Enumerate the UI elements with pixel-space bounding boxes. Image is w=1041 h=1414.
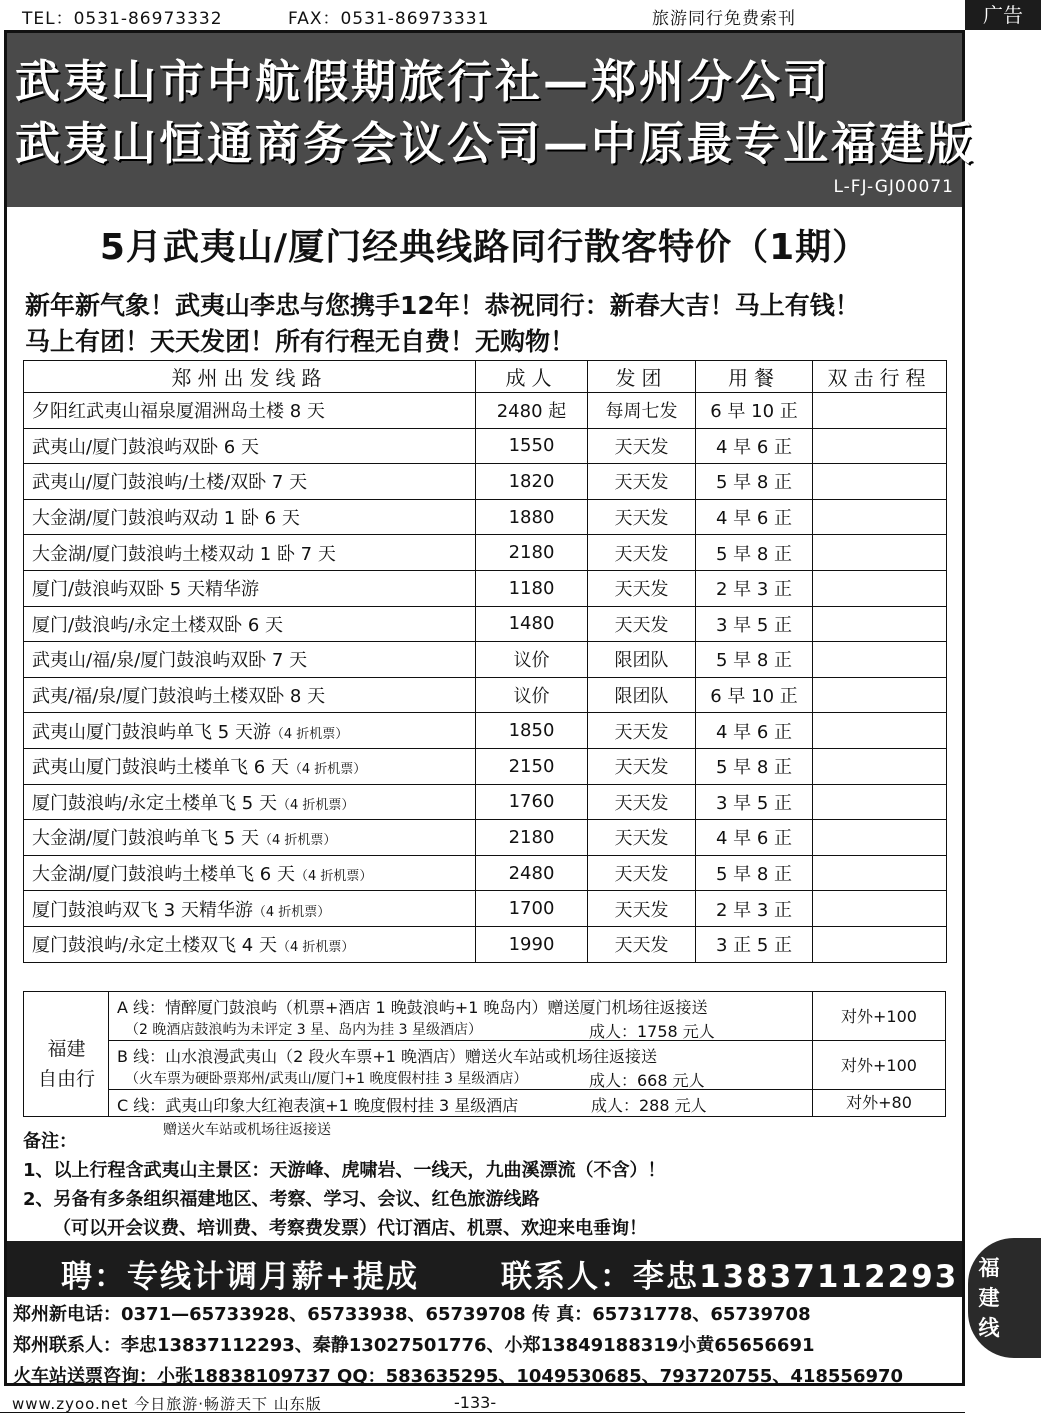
meals-cell: 5 早 8 正	[696, 464, 813, 500]
contact-person: 联系人：李忠13837112293	[501, 1259, 959, 1295]
route-name: 厦门鼓浪屿/永定土楼双飞 4 天	[32, 935, 277, 957]
adult-price-cell: 1760	[476, 784, 588, 820]
route-table-body	[24, 393, 947, 963]
itinerary-cell[interactable]	[813, 570, 947, 606]
itinerary-cell[interactable]	[813, 535, 947, 571]
recruitment-text: 聘：专线计调月薪+提成	[61, 1259, 419, 1295]
departure-cell: 每周七发	[588, 393, 696, 429]
self-guided-label-line2: 自由行	[37, 1068, 95, 1090]
departure-cell: 限团队	[588, 642, 696, 678]
adult-price-cell: 2480	[476, 855, 588, 891]
line-b-row	[109, 1041, 812, 1090]
discount-ticket-note: （4 折机票）	[294, 869, 373, 885]
meals-cell: 2 早 3 正	[696, 570, 813, 606]
route-name-cell	[24, 677, 476, 713]
license-number: L-FJ-GJ00071	[833, 177, 954, 197]
telephone-number: TEL：0531-86973332	[22, 9, 223, 29]
route-name-cell	[24, 535, 476, 571]
fujian-self-guided-section	[23, 991, 946, 1117]
table-row	[24, 535, 947, 571]
route-name: 厦门鼓浪屿/永定土楼单飞 5 天	[32, 792, 277, 814]
line-b-price: 成人：668 元人	[589, 1071, 705, 1090]
route-name-cell	[24, 428, 476, 464]
departure-cell: 天天发	[588, 891, 696, 927]
adult-price-cell: 1880	[476, 499, 588, 535]
line-c-price: 成人：288 元人	[591, 1096, 707, 1115]
adult-price-cell: 1700	[476, 891, 588, 927]
advertisement-frame	[4, 30, 976, 1387]
itinerary-cell[interactable]	[813, 499, 947, 535]
route-name: 武夷山/厦门鼓浪屿双卧 6 天	[32, 436, 259, 458]
route-name-cell	[24, 820, 476, 856]
meals-cell: 4 早 6 正	[696, 820, 813, 856]
adult-price-cell: 2480 起	[476, 393, 588, 429]
discount-ticket-note: （4 折机票）	[276, 797, 355, 813]
page-title: 5月武夷山/厦门经典线路同行散客特价（1期）	[99, 227, 870, 268]
agency-name-line2: 武夷山恒通商务会议公司—中原最专业福建版	[15, 117, 976, 170]
meals-cell: 5 早 8 正	[696, 642, 813, 678]
itinerary-cell[interactable]	[813, 891, 947, 927]
table-row	[24, 926, 947, 962]
route-name: 武夷山/福/泉/厦门鼓浪屿双卧 7 天	[32, 650, 308, 672]
discount-ticket-note: （4 折机票）	[276, 940, 355, 956]
route-name-cell	[24, 748, 476, 784]
remarks-title: 备注：	[23, 1131, 77, 1152]
route-name-cell	[24, 570, 476, 606]
itinerary-cell[interactable]	[813, 642, 947, 678]
itinerary-cell[interactable]	[813, 428, 947, 464]
adult-price-cell: 1850	[476, 713, 588, 749]
route-name: 大金湖/厦门鼓浪屿土楼双动 1 卧 7 天	[32, 543, 336, 565]
itinerary-cell[interactable]	[813, 677, 947, 713]
table-row	[24, 784, 947, 820]
side-tab-char-1: 福	[978, 1256, 1000, 1280]
column-header-itinerary: 双击行程	[813, 361, 947, 393]
remarks-section	[23, 1127, 666, 1243]
zhengzhou-phone: 郑州新电话：0371—65733928、65733938、65739708 传 真：65731778、65739708	[13, 1304, 811, 1325]
table-row	[24, 891, 947, 927]
route-name: 武夷山厦门鼓浪屿单飞 5 天游	[32, 721, 271, 743]
discount-ticket-note: （4 折机票）	[270, 726, 349, 742]
itinerary-cell[interactable]	[813, 926, 947, 962]
line-c-title: C 线：武夷山印象大红袍表演+1 晚度假村挂 3 星级酒店	[117, 1096, 519, 1115]
route-name: 武夷山厦门鼓浪屿土楼单飞 6 天	[32, 757, 289, 779]
slogan-line2: 马上有团！天天发团！所有行程无自费！无购物！	[25, 327, 576, 356]
fax-number: FAX：0531-86973331	[288, 9, 490, 29]
adult-price-cell: 议价	[476, 677, 588, 713]
table-row	[24, 748, 947, 784]
line-a-row	[109, 992, 812, 1041]
route-name-cell	[24, 784, 476, 820]
agency-name-line1: 武夷山市中航假期旅行社—郑州分公司	[15, 55, 832, 108]
line-c-detail: 赠送火车站或机场往返接送	[163, 1122, 331, 1138]
meals-cell: 5 早 8 正	[696, 855, 813, 891]
departure-cell: 天天发	[588, 713, 696, 749]
meals-cell: 6 早 10 正	[696, 393, 813, 429]
table-row	[24, 606, 947, 642]
departure-cell: 天天发	[588, 606, 696, 642]
table-header-row	[24, 361, 947, 393]
column-header-route: 郑州出发线路	[24, 361, 476, 393]
adult-price-cell: 1820	[476, 464, 588, 500]
departure-cell: 天天发	[588, 464, 696, 500]
itinerary-cell[interactable]	[813, 820, 947, 856]
remark-2: 2、另备有多条组织福建地区、考察、学习、会议、红色旅游线路	[23, 1189, 540, 1210]
line-a-price: 成人：1758 元人	[589, 1022, 715, 1041]
discount-ticket-note: （4 折机票）	[252, 904, 331, 920]
line-c-external-markup: 对外+80	[812, 1090, 945, 1116]
meals-cell: 4 早 6 正	[696, 428, 813, 464]
agency-header	[7, 33, 976, 207]
itinerary-cell[interactable]	[813, 748, 947, 784]
departure-cell: 天天发	[588, 535, 696, 571]
table-row	[24, 464, 947, 500]
route-name: 夕阳红武夷山福泉厦湄洲岛土楼 8 天	[32, 401, 325, 423]
route-name-cell	[24, 855, 476, 891]
departure-cell: 天天发	[588, 855, 696, 891]
discount-ticket-note: （4 折机票）	[258, 833, 337, 849]
route-name-cell	[24, 926, 476, 962]
column-header-meals: 用餐	[696, 361, 813, 393]
meals-cell: 3 早 5 正	[696, 784, 813, 820]
meals-cell: 4 早 6 正	[696, 499, 813, 535]
table-row	[24, 855, 947, 891]
table-row	[24, 499, 947, 535]
route-name-cell	[24, 499, 476, 535]
recruitment-bar	[7, 1241, 962, 1297]
route-name-cell	[24, 713, 476, 749]
departure-cell: 天天发	[588, 748, 696, 784]
departure-cell: 天天发	[588, 926, 696, 962]
meals-cell: 4 早 6 正	[696, 713, 813, 749]
slogan-line1: 新年新气象！武夷山李忠与您携手12年！恭祝同行：新春大吉！马上有钱！	[25, 291, 860, 320]
route-name-cell	[24, 642, 476, 678]
itinerary-cell[interactable]	[813, 464, 947, 500]
meals-cell: 6 早 10 正	[696, 677, 813, 713]
route-name: 武夷山/厦门鼓浪屿/土楼/双卧 7 天	[32, 472, 308, 494]
self-guided-label	[24, 992, 109, 1116]
adult-price-cell: 2180	[476, 535, 588, 571]
side-tab-char-3: 线	[978, 1316, 1000, 1340]
line-b-title: B 线：山水浪漫武夷山（2 段火车票+1 晚酒店）赠送火车站或机场往返接送	[117, 1047, 658, 1066]
adult-price-cell: 议价	[476, 642, 588, 678]
fujian-line-side-tab	[968, 1238, 1041, 1358]
itinerary-cell[interactable]	[813, 784, 947, 820]
footer-site: www.zyoo.net 今日旅游·畅游天下 山东版	[12, 1395, 322, 1413]
departure-cell: 天天发	[588, 570, 696, 606]
remark-1: 1、以上行程含武夷山主景区：天游峰、虎啸岩、一线天，九曲溪漂流（不含）！	[23, 1160, 666, 1181]
adult-price-cell: 2150	[476, 748, 588, 784]
footer-divider	[0, 1412, 965, 1413]
departure-cell: 天天发	[588, 499, 696, 535]
departure-cell: 天天发	[588, 428, 696, 464]
route-name-cell	[24, 393, 476, 429]
zhengzhou-contacts: 郑州联系人：李忠13837112293、秦静13027501776、小郑13849188319小黄65656691	[13, 1335, 815, 1356]
route-name: 大金湖/厦门鼓浪屿单飞 5 天	[32, 828, 259, 850]
table-row	[24, 428, 947, 464]
column-header-departure: 发团	[588, 361, 696, 393]
line-a-external-markup: 对外+100	[812, 992, 945, 1041]
remark-3: （可以开会议费、培训费、考察费发票）代订酒店、机票、欢迎来电垂询！	[53, 1218, 647, 1239]
self-guided-label-line1: 福建	[47, 1038, 86, 1060]
side-tab-char-2: 建	[978, 1286, 1000, 1310]
table-row	[24, 820, 947, 856]
route-name: 武夷/福/泉/厦门鼓浪屿土楼双卧 8 天	[32, 686, 326, 708]
meals-cell: 3 正 5 正	[696, 926, 813, 962]
itinerary-cell[interactable]	[813, 713, 947, 749]
line-a-detail: （2 晚酒店鼓浪屿为未评定 3 星、岛内为挂 3 星级酒店）	[125, 1022, 482, 1038]
discount-ticket-note: （4 折机票）	[288, 762, 367, 778]
route-name: 厦门/鼓浪屿/永定土楼双卧 6 天	[32, 614, 284, 636]
advertisement-tag: 广告	[965, 0, 1041, 30]
top-info-bar	[0, 0, 1041, 30]
route-name: 大金湖/厦门鼓浪屿双动 1 卧 6 天	[32, 508, 300, 530]
table-row	[24, 570, 947, 606]
departure-cell: 天天发	[588, 820, 696, 856]
route-name-cell	[24, 606, 476, 642]
line-a-title: A 线：情醉厦门鼓浪屿（机票+酒店 1 晚鼓浪屿+1 晚岛内）赠送厦门机场往返接送	[117, 998, 708, 1017]
line-b-external-markup: 对外+100	[812, 1041, 945, 1090]
itinerary-cell[interactable]	[813, 606, 947, 642]
table-row	[24, 642, 947, 678]
line-c-row	[109, 1090, 812, 1116]
page-number: -133-	[454, 1393, 497, 1412]
meals-cell: 2 早 3 正	[696, 891, 813, 927]
train-ticket-contact: 火车站送票咨询：小张18838109737 QQ：583635295、1049530685、793720755、418556970	[13, 1366, 904, 1387]
adult-price-cell: 2180	[476, 820, 588, 856]
route-name: 厦门鼓浪屿双飞 3 天精华游	[32, 899, 253, 921]
meals-cell: 3 早 5 正	[696, 606, 813, 642]
route-name: 大金湖/厦门鼓浪屿土楼单飞 6 天	[32, 864, 295, 886]
free-catalog-note: 旅游同行免费索刊	[652, 9, 796, 29]
route-name-cell	[24, 464, 476, 500]
adult-price-cell: 1180	[476, 570, 588, 606]
adult-price-cell: 1480	[476, 606, 588, 642]
itinerary-cell[interactable]	[813, 393, 947, 429]
route-name-cell	[24, 891, 476, 927]
table-row	[24, 393, 947, 429]
meals-cell: 5 早 8 正	[696, 748, 813, 784]
adult-price-cell: 1550	[476, 428, 588, 464]
departure-cell: 天天发	[588, 784, 696, 820]
route-name: 厦门/鼓浪屿双卧 5 天精华游	[32, 579, 259, 601]
table-row	[24, 713, 947, 749]
column-header-adult-price: 成人	[476, 361, 588, 393]
line-b-detail: （火车票为硬卧票郑州/武夷山/厦门+1 晚度假村挂 3 星级酒店）	[125, 1071, 528, 1087]
meals-cell: 5 早 8 正	[696, 535, 813, 571]
adult-price-cell: 1990	[476, 926, 588, 962]
table-row	[24, 677, 947, 713]
contact-info	[13, 1300, 903, 1393]
departure-cell: 限团队	[588, 677, 696, 713]
itinerary-cell[interactable]	[813, 855, 947, 891]
route-price-table	[23, 360, 947, 963]
